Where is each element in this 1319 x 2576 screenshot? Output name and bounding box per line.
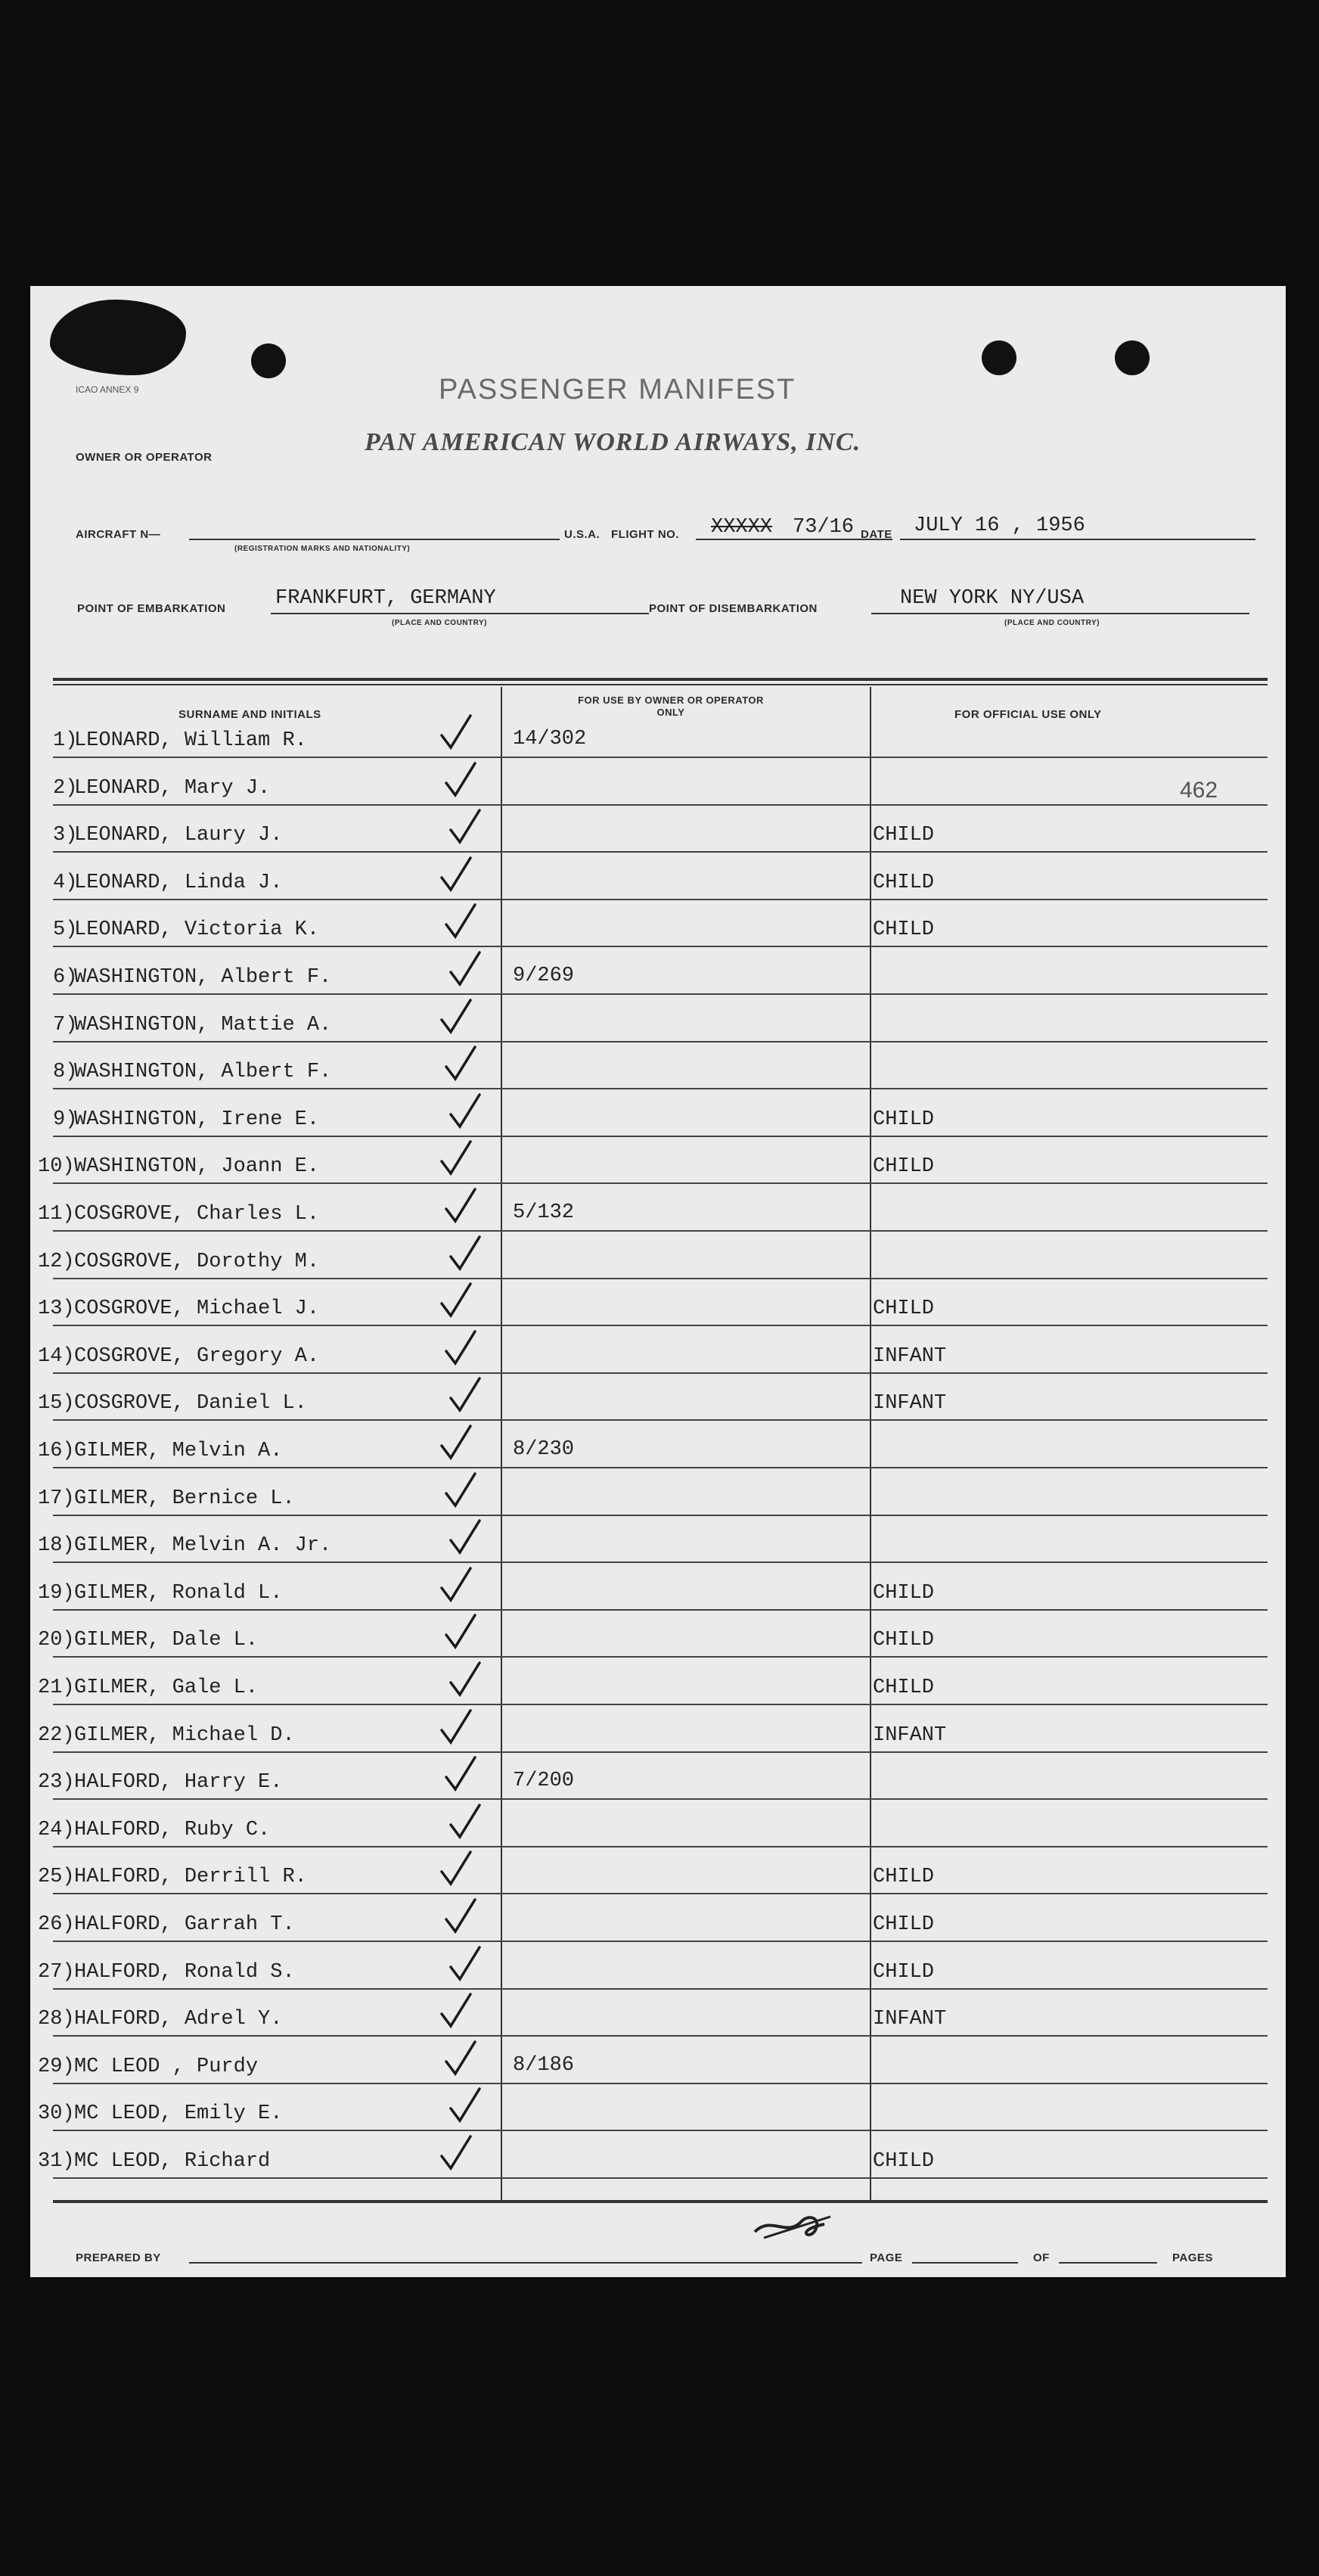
col-owner-header: FOR USE BY OWNER OR OPERATOR ONLY	[578, 694, 764, 718]
row-rule	[53, 993, 1268, 995]
check-mark-icon	[448, 1944, 481, 1984]
passenger-number: 12)	[38, 1250, 75, 1273]
check-mark-icon	[448, 807, 481, 847]
check-mark-icon	[443, 1044, 476, 1083]
row-rule	[53, 1467, 1268, 1468]
official-status: INFANT	[873, 1392, 947, 1415]
official-status: CHILD	[873, 1629, 935, 1652]
check-mark-icon	[448, 1660, 481, 1699]
check-mark-icon	[448, 1092, 481, 1131]
row-rule	[53, 1941, 1268, 1942]
ink-blot	[50, 300, 186, 375]
official-status: CHILD	[873, 1297, 935, 1321]
passenger-number: 25)	[38, 1866, 75, 1889]
column-divider	[870, 687, 871, 2200]
passenger-name: COSGROVE, Michael J.	[74, 1297, 320, 1321]
row-rule	[53, 1182, 1268, 1184]
passenger-number: 4)	[53, 871, 78, 894]
row-rule	[53, 1751, 1268, 1753]
passenger-number: 15)	[38, 1392, 75, 1415]
official-status: CHILD	[873, 1155, 935, 1179]
passenger-name: LEONARD, William R.	[74, 729, 307, 752]
place-country-label: (PLACE AND COUNTRY)	[392, 619, 487, 627]
passenger-number: 22)	[38, 1723, 75, 1747]
reg-marks-label: (REGISTRATION MARKS AND NATIONALITY)	[234, 545, 411, 553]
passenger-name: COSGROVE, Gregory A.	[74, 1344, 320, 1368]
header-top-rule-2	[53, 684, 1268, 685]
aircraft-label: AIRCRAFT N—	[76, 528, 161, 541]
check-mark-icon	[448, 1234, 481, 1273]
passenger-number: 10)	[38, 1155, 75, 1179]
passenger-number: 7)	[53, 1013, 78, 1036]
passenger-name: HALFORD, Adrel Y.	[74, 2008, 283, 2031]
official-status: CHILD	[873, 918, 935, 942]
check-mark-icon	[443, 1754, 476, 1794]
disembark-label: POINT OF DISEMBARKATION	[649, 602, 818, 615]
passenger-name: LEONARD, Mary J.	[74, 776, 271, 800]
row-rule	[53, 899, 1268, 900]
page-underline	[912, 2262, 1018, 2264]
passenger-number: 9)	[53, 1108, 78, 1131]
embark-underline	[271, 613, 649, 614]
prepared-underline	[189, 2262, 862, 2264]
flight-struck: XXXXX	[711, 516, 773, 539]
official-status: CHILD	[873, 1960, 935, 1984]
row-rule	[53, 1656, 1268, 1658]
form-title: PASSENGER MANIFEST	[439, 374, 796, 406]
header-top-rule	[53, 678, 1268, 681]
passenger-name: MC LEOD, Richard	[74, 2150, 271, 2173]
passenger-number: 2)	[53, 776, 78, 800]
check-mark-icon	[439, 1707, 472, 1747]
check-mark-icon	[448, 1375, 481, 1415]
passenger-name: GILMER, Melvin A.	[74, 1440, 283, 1462]
official-status: CHILD	[873, 2150, 935, 2173]
reference-number: 462	[1180, 778, 1218, 803]
check-mark-icon	[443, 1186, 476, 1226]
embark-place: FRANKFURT, GERMANY	[275, 587, 496, 610]
check-mark-icon	[448, 949, 481, 989]
passenger-number: 26)	[38, 1913, 75, 1936]
passenger-name: WASHINGTON, Mattie A.	[74, 1013, 332, 1036]
page-label: PAGE	[870, 2251, 903, 2264]
row-rule	[53, 1988, 1268, 1990]
check-mark-icon	[443, 1328, 476, 1368]
passenger-number: 21)	[38, 1676, 75, 1699]
place-country-label: (PLACE AND COUNTRY)	[1004, 619, 1100, 627]
official-status: CHILD	[873, 1676, 935, 1699]
company-name: PAN AMERICAN WORLD AIRWAYS, INC.	[365, 428, 861, 456]
check-mark-icon	[439, 1423, 472, 1462]
owner-code: 7/200	[513, 1770, 575, 1793]
passenger-name: GILMER, Bernice L.	[74, 1487, 295, 1510]
check-mark-icon	[439, 1565, 472, 1605]
passenger-number: 14)	[38, 1344, 75, 1368]
check-mark-icon	[448, 1518, 481, 1557]
row-rule	[53, 2035, 1268, 2037]
date-label: DATE	[861, 528, 892, 541]
check-mark-icon	[448, 2086, 481, 2125]
passenger-name: WASHINGTON, Albert F.	[74, 1061, 332, 1084]
date-underline	[900, 539, 1255, 540]
col-official-header: FOR OFFICIAL USE ONLY	[954, 708, 1102, 721]
row-rule	[53, 804, 1268, 806]
check-mark-icon	[439, 1849, 472, 1888]
passenger-number: 1)	[53, 729, 78, 752]
passenger-name: GILMER, Gale L.	[74, 1676, 259, 1699]
of-underline	[1059, 2262, 1157, 2264]
row-rule	[53, 1278, 1268, 1279]
punch-hole	[251, 343, 286, 378]
passenger-name: WASHINGTON, Irene E.	[74, 1108, 320, 1131]
official-status: INFANT	[873, 2008, 947, 2031]
check-mark-icon	[439, 855, 472, 894]
passenger-name: COSGROVE, Dorothy M.	[74, 1250, 320, 1273]
check-mark-icon	[443, 2039, 476, 2078]
row-rule	[53, 851, 1268, 853]
official-status: INFANT	[873, 1723, 947, 1747]
row-rule	[53, 1041, 1268, 1043]
punch-hole	[982, 340, 1016, 375]
disembark-place: NEW YORK NY/USA	[900, 587, 1085, 610]
check-mark-icon	[443, 1471, 476, 1510]
passenger-name: MC LEOD, Emily E.	[74, 2102, 283, 2126]
passenger-name: COSGROVE, Daniel L.	[74, 1392, 307, 1415]
flight-label: FLIGHT NO.	[611, 528, 679, 541]
official-status: CHILD	[873, 824, 935, 847]
row-rule	[53, 1515, 1268, 1516]
passenger-number: 24)	[38, 1818, 75, 1841]
owner-code: 14/302	[513, 728, 587, 750]
passenger-number: 19)	[38, 1581, 75, 1605]
check-mark-icon	[443, 1612, 476, 1652]
row-rule	[53, 1136, 1268, 1137]
disembark-underline	[871, 613, 1249, 614]
passenger-name: HALFORD, Garrah T.	[74, 1913, 295, 1936]
row-rule	[53, 1798, 1268, 1800]
passenger-number: 5)	[53, 918, 78, 942]
passenger-number: 17)	[38, 1487, 75, 1510]
passenger-name: MC LEOD , Purdy	[74, 2055, 259, 2078]
check-mark-icon	[443, 760, 476, 800]
col-surname-header: SURNAME AND INITIALS	[178, 708, 321, 721]
owner-code: 5/132	[513, 1201, 575, 1224]
row-rule	[53, 946, 1268, 947]
passenger-name: LEONARD, Victoria K.	[74, 918, 320, 942]
passenger-number: 23)	[38, 1771, 75, 1794]
owner-code: 8/230	[513, 1438, 575, 1461]
official-status: INFANT	[873, 1344, 947, 1368]
passenger-number: 8)	[53, 1061, 78, 1084]
row-rule	[53, 1419, 1268, 1421]
passenger-name: LEONARD, Linda J.	[74, 871, 283, 894]
passenger-number: 11)	[38, 1203, 75, 1226]
passenger-name: GILMER, Michael D.	[74, 1723, 295, 1747]
pages-label: PAGES	[1172, 2251, 1213, 2264]
row-rule	[53, 1230, 1268, 1232]
manifest-sheet	[30, 286, 1286, 2277]
prepared-by-label: PREPARED BY	[76, 2251, 161, 2264]
check-mark-icon	[439, 713, 472, 752]
passenger-number: 27)	[38, 1960, 75, 1984]
passenger-name: GILMER, Ronald L.	[74, 1581, 283, 1605]
row-rule	[53, 1325, 1268, 1326]
column-divider	[501, 687, 502, 2200]
aircraft-underline	[189, 539, 560, 540]
passenger-name: HALFORD, Ruby C.	[74, 1818, 271, 1841]
passenger-name: WASHINGTON, Joann E.	[74, 1155, 320, 1179]
check-mark-icon	[443, 902, 476, 941]
passenger-number: 16)	[38, 1440, 75, 1462]
passenger-name: GILMER, Dale L.	[74, 1629, 259, 1652]
passenger-name: LEONARD, Laury J.	[74, 824, 283, 847]
punch-hole	[1115, 340, 1150, 375]
passenger-name: WASHINGTON, Albert F.	[74, 966, 332, 989]
usa-label: U.S.A.	[564, 528, 601, 541]
row-rule	[53, 1846, 1268, 1847]
embark-label: POINT OF EMBARKATION	[77, 602, 226, 615]
row-rule	[53, 2130, 1268, 2131]
passenger-number: 20)	[38, 1629, 75, 1652]
official-status: CHILD	[873, 1866, 935, 1889]
row-rule	[53, 2177, 1268, 2179]
passenger-number: 3)	[53, 824, 78, 847]
of-label: OF	[1033, 2251, 1050, 2264]
passenger-number: 29)	[38, 2055, 75, 2078]
owner-code: 8/186	[513, 2053, 575, 2077]
row-rule	[53, 1088, 1268, 1089]
check-mark-icon	[448, 1802, 481, 1841]
row-rule	[53, 757, 1268, 758]
row-rule	[53, 1704, 1268, 1705]
passenger-number: 30)	[38, 2102, 75, 2126]
passenger-number: 13)	[38, 1297, 75, 1321]
passenger-name: GILMER, Melvin A. Jr.	[74, 1534, 332, 1558]
passenger-name: HALFORD, Harry E.	[74, 1771, 283, 1794]
owner-code: 9/269	[513, 965, 575, 987]
check-mark-icon	[439, 2133, 472, 2173]
regulation-reference: ICAO ANNEX 9	[76, 384, 139, 395]
owner-label: OWNER OR OPERATOR	[76, 451, 213, 464]
handwritten-initials	[749, 2208, 840, 2245]
flight-date: JULY 16 , 1956	[914, 514, 1085, 537]
official-status: CHILD	[873, 1581, 935, 1605]
row-rule	[53, 1372, 1268, 1374]
check-mark-icon	[439, 1281, 472, 1320]
check-mark-icon	[439, 1139, 472, 1178]
passenger-number: 18)	[38, 1534, 75, 1558]
row-rule	[53, 1609, 1268, 1611]
flight-number: 73/16	[793, 516, 855, 539]
official-status: CHILD	[873, 871, 935, 894]
passenger-number: 31)	[38, 2150, 75, 2173]
check-mark-icon	[439, 1991, 472, 2031]
passenger-number: 6)	[53, 966, 78, 989]
row-rule	[53, 1893, 1268, 1894]
table-bottom-rule	[53, 2200, 1268, 2203]
passenger-number: 28)	[38, 2008, 75, 2031]
official-status: CHILD	[873, 1108, 935, 1131]
check-mark-icon	[439, 997, 472, 1036]
row-rule	[53, 1561, 1268, 1563]
passenger-name: COSGROVE, Charles L.	[74, 1203, 320, 1226]
check-mark-icon	[443, 1897, 476, 1936]
passenger-name: HALFORD, Derrill R.	[74, 1866, 307, 1889]
official-status: CHILD	[873, 1913, 935, 1936]
row-rule	[53, 2083, 1268, 2084]
passenger-name: HALFORD, Ronald S.	[74, 1960, 295, 1984]
